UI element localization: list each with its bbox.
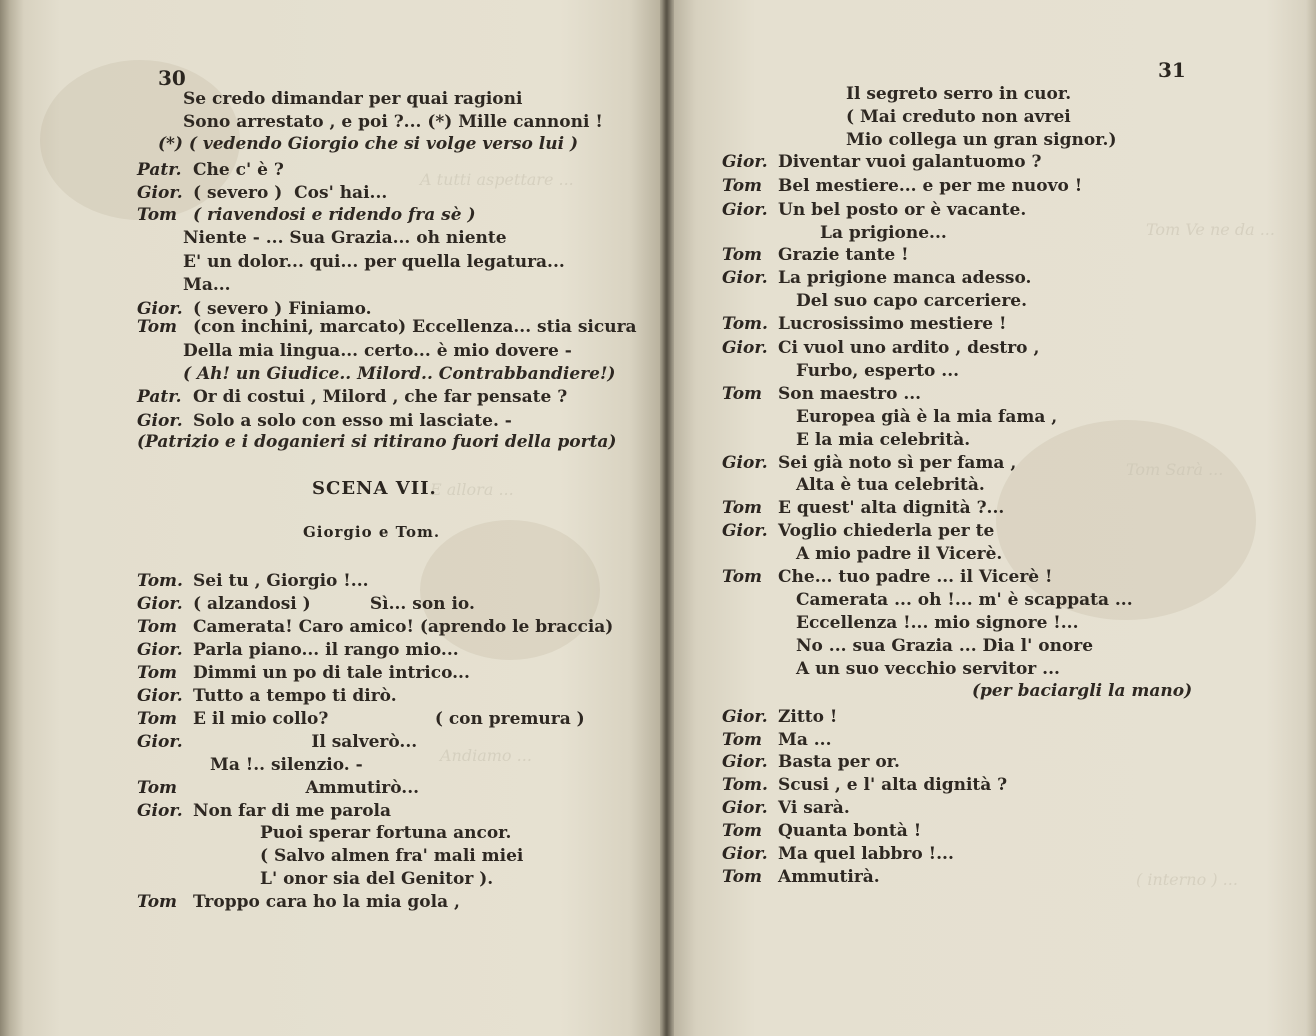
- line-text: ( riavendosi e ridendo fra sè ): [193, 205, 476, 225]
- text-line: [796, 543, 1002, 565]
- line-text: Ma...: [183, 275, 231, 295]
- line-text: A un suo vecchio servitor ...: [796, 659, 1060, 679]
- line-text: ( severo ) Finiamo.: [193, 299, 372, 319]
- line-text: Quanta bontà !: [778, 821, 922, 841]
- text-line: [796, 429, 970, 451]
- line-text: L' onor sia del Genitor ).: [260, 869, 494, 889]
- text-line: [260, 845, 523, 867]
- line-text: Alta è tua celebrità.: [796, 475, 985, 495]
- text-line: [183, 340, 572, 362]
- line-text: Europea già è la mia fama ,: [796, 407, 1058, 427]
- speaker-name: Gior.: [722, 798, 768, 818]
- line-text: (*) ( vedendo Giorgio che si volge verso lui ): [158, 134, 579, 154]
- line-text: Del suo capo carceriere.: [796, 291, 1028, 311]
- speaker-name: Gior.: [722, 453, 768, 473]
- line-text: Niente - ... Sua Grazia... oh niente: [183, 228, 507, 248]
- speaker-name: Tom: [137, 663, 178, 683]
- line-text: Il salverò...: [193, 732, 418, 752]
- text-line: [722, 452, 1016, 474]
- line-text: E quest' alta dignità ?...: [778, 498, 1005, 518]
- text-line: [137, 891, 460, 913]
- line-text: Ci vuol uno ardito , destro ,: [778, 338, 1040, 358]
- speaker-name: Tom: [722, 867, 763, 887]
- text-line: [722, 244, 909, 266]
- text-line: [796, 406, 1057, 428]
- speaker-name: Gior.: [722, 200, 768, 220]
- text-line: [722, 774, 1007, 796]
- line-text: La prigione manca adesso.: [778, 268, 1032, 288]
- text-line: [722, 820, 921, 842]
- page-number-right: 31: [1158, 58, 1186, 82]
- line-text: A mio padre il Vicerè.: [796, 544, 1003, 564]
- text-line: [137, 182, 387, 204]
- text-line: [722, 866, 880, 888]
- speaker-name: Tom: [722, 384, 763, 404]
- text-line: [722, 729, 832, 751]
- line-text: No ... sua Grazia ... Dia l' onore: [796, 636, 1094, 656]
- speaker-name: Gior.: [137, 183, 183, 203]
- line-text: Lucrosissimo mestiere !: [778, 314, 1007, 334]
- speaker-name: Tom: [722, 821, 763, 841]
- line-text: (Patrizio e i doganieri si ritirano fuori della porta): [137, 432, 617, 452]
- page-number-left: 30: [158, 66, 186, 90]
- line-text: Furbo, esperto ...: [796, 361, 960, 381]
- line-text: Puoi sperar fortuna ancor.: [260, 823, 512, 843]
- line-text: Camerata! Caro amico! (aprendo le braccia): [193, 617, 614, 637]
- text-line: [972, 680, 1192, 702]
- speaker-name: Gior.: [722, 752, 768, 772]
- text-line: [796, 589, 1133, 611]
- left-page: A tutti aspettare ... E allora ... Andiamo ... 30 Se credo dimandar per quai ragioni Sono arrestato , e poi ?... (*) Mille cannoni ! (*) ( vedendo Giorgio che si volge verso lui ) Patr. Che c' è ? Gior. ( severo ) Cos' hai... Tom ( riavendosi e ridendo fra sè ) Niente - ... Sua Grazia... oh niente E' un dolor... qui... per quella legatura... Ma... Gior. ( severo ) Finiamo. Tom (con inchini, marcato) Eccellenza... stia sicura Della mia lingua... certo... è mio dovere - ( Ah! un Giudice.. Milord.. Contrabbandiere!) Patr. Or di costui , Milord , che far pensate ? Gior. Solo a solo con esso mi lasciate. - (Patrizio e i doganieri si ritirano fuori della porta) SCENA VII. Giorgio e Tom. Tom. Sei tu , Giorgio !... Gior. ( alzandosi ) Sì... son io. Tom Camerata! Caro amico! (aprendo le braccia) Gior. Parla piano... il rango mio... Tom Dimmi un po di tale intrico... Gior. Tutto a tempo ti dirò. Tom E il mio collo? ( con premura ) Gior. Il salverò... Ma !.. silenzio. - Tom Ammutirò... Gior. Non far di me parola Puoi sperar fortuna ancor. ( Salvo almen fra' mali miei L' onor sia del Genitor ). Tom Troppo cara ho la mia gola ,: [0, 0, 666, 1036]
- speaker-name: Tom: [137, 778, 178, 798]
- line-text: Basta per or.: [778, 752, 900, 772]
- text-line: [796, 635, 1093, 657]
- speaker-name: Tom: [137, 892, 178, 912]
- text-line: [210, 754, 363, 776]
- text-line: [722, 566, 1053, 588]
- line-text: E' un dolor... qui... per quella legatura...: [183, 252, 565, 272]
- text-line: [796, 474, 985, 496]
- line-text: Ma !.. silenzio. -: [210, 755, 363, 775]
- line-text: E la mia celebrità.: [796, 430, 971, 450]
- line-text: Son maestro ...: [778, 384, 922, 404]
- line-text: Che c' è ?: [193, 160, 284, 180]
- line-text: Che... tuo padre ... il Vicerè !: [778, 567, 1053, 587]
- text-line: [722, 175, 1082, 197]
- speaker-name: Gior.: [722, 844, 768, 864]
- text-line: [137, 316, 637, 338]
- speaker-name: Gior.: [137, 594, 183, 614]
- text-line: [137, 685, 397, 707]
- speaker-name: Gior.: [137, 732, 183, 752]
- text-line: [722, 706, 837, 728]
- line-text: Zitto !: [778, 707, 838, 727]
- line-text: Dimmi un po di tale intrico...: [193, 663, 470, 683]
- line-text: Scusi , e l' alta dignità ?: [778, 775, 1008, 795]
- text-line: [183, 274, 231, 296]
- text-line: [137, 410, 512, 432]
- text-line: [137, 708, 585, 730]
- speaker-name: Tom: [137, 617, 178, 637]
- speaker-name: Tom: [722, 245, 763, 265]
- line-text: Se credo dimandar per quai ragioni: [183, 89, 523, 109]
- text-line: [183, 88, 522, 110]
- line-text: La prigione...: [820, 223, 947, 243]
- line-text: Troppo cara ho la mia gola ,: [193, 892, 460, 912]
- speaker-name: Tom: [137, 205, 178, 225]
- line-text: Vi sarà.: [778, 798, 850, 818]
- text-line: [722, 199, 1026, 221]
- text-line: [183, 227, 507, 249]
- line-text: Solo a solo con esso mi lasciate. -: [193, 411, 512, 431]
- scene-title: SCENA VII.: [312, 478, 437, 499]
- text-line: [722, 843, 954, 865]
- text-line: [722, 313, 1007, 335]
- speaker-name: Gior.: [137, 411, 183, 431]
- speaker-name: Gior.: [722, 152, 768, 172]
- book-gutter: [660, 0, 674, 1036]
- line-text: Tutto a tempo ti dirò.: [193, 686, 397, 706]
- text-line: [137, 204, 476, 226]
- speaker-name: Gior.: [722, 707, 768, 727]
- line-text: Della mia lingua... certo... è mio dovere -: [183, 341, 572, 361]
- text-line: [260, 868, 493, 890]
- line-text: Sono arrestato , e poi ?... (*) Mille cannoni !: [183, 112, 603, 132]
- scene-characters: Giorgio e Tom.: [303, 523, 441, 541]
- speaker-name: Gior.: [137, 640, 183, 660]
- line-text: ( Mai creduto non avrei: [846, 107, 1071, 127]
- line-text: Ma quel labbro !...: [778, 844, 954, 864]
- text-line: [796, 612, 1079, 634]
- speaker-name: Gior.: [137, 686, 183, 706]
- line-text: Eccellenza !... mio signore !...: [796, 613, 1079, 633]
- text-line: [137, 639, 459, 661]
- speaker-name: Patr.: [137, 160, 182, 180]
- text-line: [846, 83, 1071, 105]
- line-text: Sei già noto sì per fama ,: [778, 453, 1017, 473]
- text-line: [137, 570, 369, 592]
- line-text: Camerata ... oh !... m' è scappata ...: [796, 590, 1133, 610]
- text-line: [722, 383, 921, 405]
- line-text: ( Salvo almen fra' mali miei: [260, 846, 524, 866]
- text-line: [137, 386, 567, 408]
- speaker-name: Gior.: [722, 338, 768, 358]
- line-text: ( alzandosi ) Sì... son io.: [193, 594, 475, 614]
- text-line: [722, 337, 1039, 359]
- speaker-name: Gior.: [722, 268, 768, 288]
- text-line: [183, 363, 615, 385]
- speaker-name: Patr.: [137, 387, 182, 407]
- text-line: [137, 159, 284, 181]
- line-text: Non far di me parola: [193, 801, 392, 821]
- text-line: [183, 111, 603, 133]
- line-text: Ammutirà.: [778, 867, 880, 887]
- line-text: E il mio collo? ( con premura ): [193, 709, 585, 729]
- line-text: Diventar vuoi galantuomo ?: [778, 152, 1042, 172]
- text-line: [137, 731, 417, 753]
- line-text: ( severo ) Cos' hai...: [193, 183, 388, 203]
- text-line: [796, 658, 1060, 680]
- line-text: Ammutirò...: [193, 778, 420, 798]
- speaker-name: Gior.: [137, 299, 183, 319]
- line-text: Mio collega un gran signor.): [846, 130, 1117, 150]
- text-line: [722, 497, 1004, 519]
- speaker-name: Tom: [722, 176, 763, 196]
- speaker-name: Tom: [137, 709, 178, 729]
- text-line: [183, 251, 565, 273]
- speaker-name: Tom.: [137, 571, 183, 591]
- text-line: [137, 777, 419, 799]
- line-text: (con inchini, marcato) Eccellenza... stia sicura: [193, 317, 637, 337]
- text-line: [796, 360, 959, 382]
- text-line: [137, 662, 470, 684]
- line-text: Un bel posto or è vacante.: [778, 200, 1027, 220]
- text-line: [820, 222, 947, 244]
- text-line: [722, 267, 1031, 289]
- text-line: [137, 616, 613, 638]
- line-text: Il segreto serro in cuor.: [846, 84, 1072, 104]
- text-line: [137, 593, 475, 615]
- text-line: [846, 129, 1117, 151]
- line-text: Bel mestiere... e per me nuovo !: [778, 176, 1083, 196]
- speaker-name: Tom: [722, 498, 763, 518]
- speaker-name: Tom: [722, 567, 763, 587]
- text-line: [722, 751, 900, 773]
- line-text: Sei tu , Giorgio !...: [193, 571, 369, 591]
- text-line: [137, 800, 391, 822]
- speaker-name: Gior.: [722, 521, 768, 541]
- line-text: Parla piano... il rango mio...: [193, 640, 459, 660]
- speaker-name: Tom.: [722, 314, 768, 334]
- text-line: [722, 520, 994, 542]
- text-line: [722, 151, 1041, 173]
- line-text: ( Ah! un Giudice.. Milord.. Contrabbandiere!): [183, 364, 616, 384]
- text-line: [260, 822, 511, 844]
- text-line: [846, 106, 1071, 128]
- text-line: [796, 290, 1027, 312]
- line-text: Grazie tante !: [778, 245, 909, 265]
- speaker-name: Tom.: [722, 775, 768, 795]
- speaker-name: Gior.: [137, 801, 183, 821]
- line-text: Or di costui , Milord , che far pensate ?: [193, 387, 568, 407]
- line-text: (per baciargli la mano): [972, 681, 1193, 701]
- text-line: [722, 797, 850, 819]
- line-text: Voglio chiederla per te: [778, 521, 995, 541]
- line-text: Ma ...: [778, 730, 832, 750]
- text-line: [158, 133, 578, 155]
- right-page: Tom Ve ne da ... Tom Sarà ... ( interno ) ... 31 Il segreto serro in cuor. ( Mai creduto non avrei Mio collega un gran signor.) Gior. Diventar vuoi galantuomo ? Tom Bel mestiere... e per me nuovo ! Gior. Un bel posto or è vacante. La prigione... Tom Grazie tante ! Gior. La prigione manca adesso. Del suo capo carceriere. Tom. Lucrosissimo mestiere ! Gior. Ci vuol uno ardito , destro , Furbo, esperto ... Tom Son maestro ... Europea già è la mia fama , E la mia celebrità. Gior. Sei già noto sì per fama , Alta è tua celebrità. Tom E quest' alta dignità ?... Gior. Voglio chiederla per te A mio padre il Vicerè. Tom Che... tuo padre ... il Vicerè ! Camerata ... oh !... m' è scappata ... Eccellenza !... mio signore !... No ... sua Grazia ... Dia l' onore A un suo vecchio servitor ... (per baciargli la mano) Gior. Zitto ! Tom Ma ... Gior. Basta per or. Tom. Scusi , e l' alta dignità ? Gior. Vi sarà. Tom Quanta bontà ! Gior. Ma quel labbro !... Tom Ammutirà.: [666, 0, 1316, 1036]
- speaker-name: Tom: [722, 730, 763, 750]
- speaker-name: Tom: [137, 317, 178, 337]
- text-line: [137, 431, 616, 453]
